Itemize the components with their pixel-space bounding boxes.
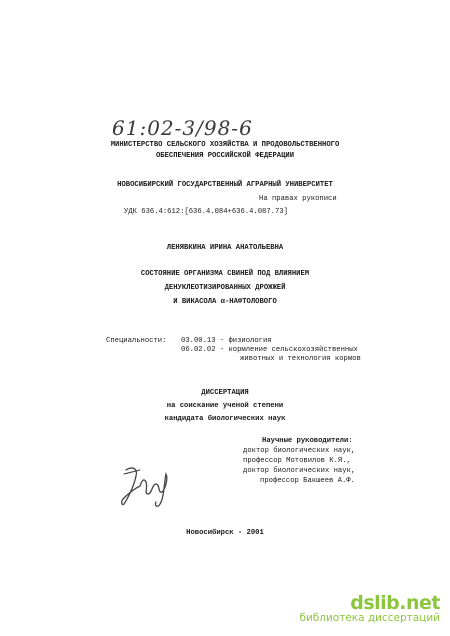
udk-code: УДК 636.4:612:[636.4.084+636.4.087.73] (124, 208, 288, 216)
thesis-title-line-1: СОСТОЯНИЕ ОРГАНИЗМА СВИНЕЙ ПОД ВЛИЯНИЕМ (140, 270, 310, 278)
specialty-2-continued: животных и технология кормов (240, 355, 361, 363)
ministry-line-2: ОБЕСПЕЧЕНИЯ РОССИЙСКОЙ ФЕДЕРАЦИИ (155, 152, 295, 160)
thesis-title-line-3: И ВИКАСОЛА α-НАФТОЛОВОГО (173, 298, 277, 306)
university-name: НОВОСИБИРСКИЙ ГОСУДАРСТВЕННЫЙ АГРАРНЫЙ УНИВЕРСИТЕТ (117, 181, 333, 189)
dslib-caption: библиотека диссертаций (299, 612, 440, 624)
rights-note: На правах рукописи (259, 195, 337, 203)
author-name: ЛЕНЯВКИНА ИРИНА АНАТОЛЬЕВНА (166, 244, 284, 252)
handwritten-signature (118, 460, 178, 510)
city-year: Новосибирск - 2001 (186, 529, 264, 537)
supervisor-2-name: профессор Бакшеев А.Ф. (260, 477, 355, 485)
supervisors-heading: Научные руководители: (262, 437, 353, 445)
supervisor-1-name: профессор Мотовилов К.Я., (243, 457, 351, 465)
degree-line-2: кандидата биологических наук (164, 415, 286, 423)
dissertation-heading: ДИССЕРТАЦИЯ (201, 389, 249, 397)
dslib-watermark (299, 592, 440, 624)
dslib-logo: dslib.net (350, 592, 440, 614)
supervisor-1-degree: доктор биологических наук, (243, 447, 356, 455)
degree-line-1: на соискание ученой степени (166, 402, 284, 410)
supervisor-2-degree: доктор биологических наук, (243, 467, 356, 475)
specialty-1: 03.00.13 - физиология (181, 337, 272, 345)
handwritten-registration-number: 61:02-3/98-6 (112, 116, 253, 140)
specialty-2: 06.02.02 - кормление сельскохозяйственных (181, 346, 358, 354)
thesis-title-line-2: ДЕНУКЛЕОТИЗИРОВАННЫХ ДРОЖЖЕЙ (164, 284, 286, 292)
specialties-label: Специальности: (106, 337, 167, 345)
ministry-line-1: МИНИСТЕРСТВО СЕЛЬСКОГО ХОЗЯЙСТВА И ПРОДОВОЛЬСТВЕННОГО (110, 141, 340, 149)
